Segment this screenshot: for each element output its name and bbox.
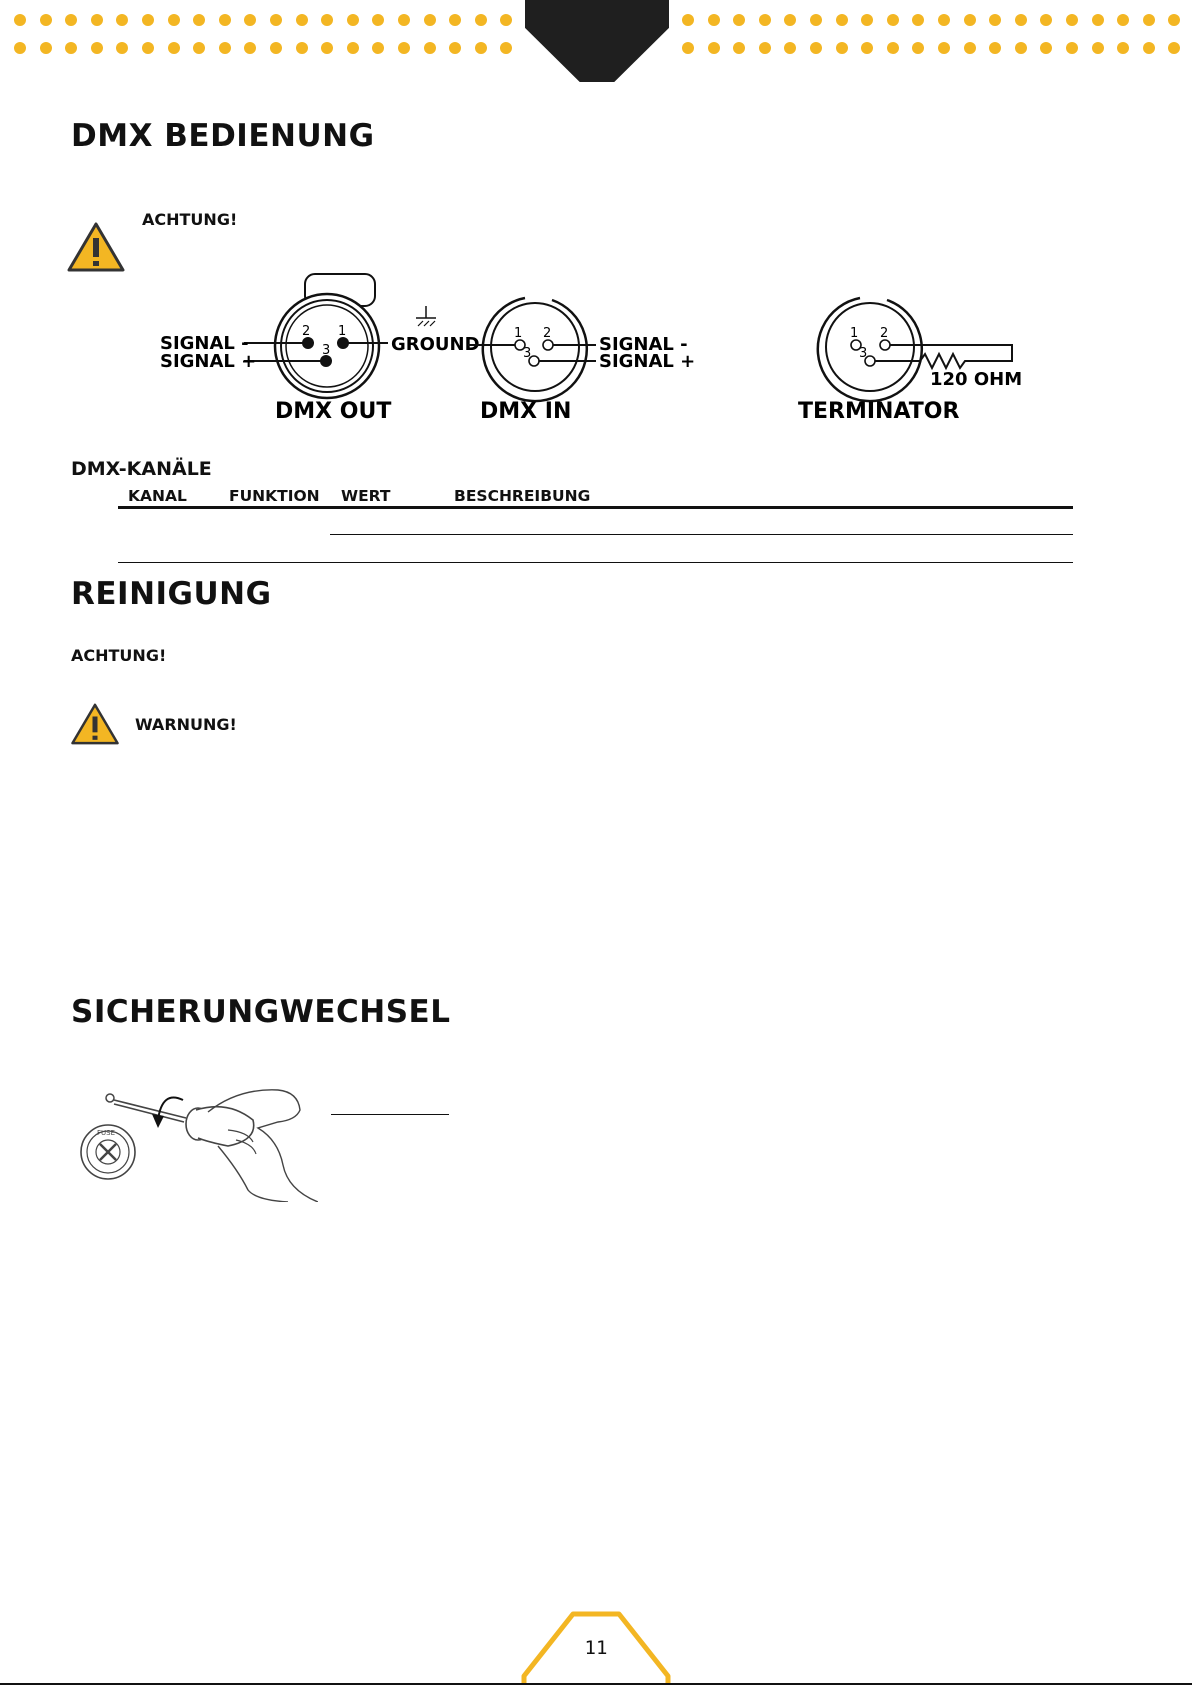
header-dot — [398, 42, 410, 54]
signal-minus-label-left: SIGNAL - — [160, 333, 249, 354]
warning-triangle-icon — [70, 702, 120, 746]
header-dot — [449, 14, 461, 26]
header-dot — [887, 42, 899, 54]
header-dot — [784, 42, 796, 54]
signal-plus-label-right: SIGNAL + — [599, 351, 696, 372]
header-dot — [14, 42, 26, 54]
header-dot — [424, 14, 436, 26]
header-dot — [475, 14, 487, 26]
header-dot — [1040, 42, 1052, 54]
dmx-out-pin3: 3 — [322, 343, 331, 358]
header-dot — [500, 14, 512, 26]
header-dot — [759, 42, 771, 54]
header-dot — [116, 42, 128, 54]
header-dot — [1143, 14, 1155, 26]
cleaning-attention-label: ACHTUNG! — [71, 646, 167, 665]
cleaning-warning-label: WARNUNG! — [135, 715, 237, 734]
header-dot — [682, 14, 694, 26]
col-header-kanal: KANAL — [128, 487, 187, 505]
ground-symbol-icon — [416, 306, 436, 326]
dmx-in-pin3: 3 — [523, 346, 532, 361]
screwdriver-hand-icon — [78, 1080, 318, 1202]
table-row-rule — [330, 534, 1073, 535]
header-dot — [784, 14, 796, 26]
dmx-in-pin2: 2 — [543, 326, 552, 341]
header-dot — [964, 42, 976, 54]
terminator-pin1: 1 — [850, 326, 859, 341]
header-dot — [500, 42, 512, 54]
header-dot — [810, 42, 822, 54]
header-dot — [989, 42, 1001, 54]
col-header-funktion: FUNKTION — [229, 487, 320, 505]
dmx-in-connector — [483, 298, 587, 401]
dmx-out-pin2: 2 — [302, 324, 311, 339]
header-dot — [142, 14, 154, 26]
table-bottom-rule — [118, 562, 1073, 563]
dmx-connector-diagram — [150, 270, 1030, 430]
header-tab — [525, 0, 669, 82]
header-dot — [912, 14, 924, 26]
header-dot — [938, 14, 950, 26]
header-dot — [989, 14, 1001, 26]
cleaning-section-title: REINIGUNG — [71, 576, 272, 612]
header-dot — [116, 14, 128, 26]
header-dot — [964, 14, 976, 26]
header-dot — [168, 14, 180, 26]
channels-title: DMX-KANÄLE — [71, 458, 212, 480]
header-dot — [398, 14, 410, 26]
header-dot — [424, 42, 436, 54]
header-dot — [1117, 14, 1129, 26]
ohm-label: 120 OHM — [930, 369, 1023, 390]
header-dot — [270, 42, 282, 54]
header-dot — [1168, 42, 1180, 54]
table-header-rule — [118, 506, 1073, 509]
header-dot — [91, 14, 103, 26]
header-dot — [14, 14, 26, 26]
header-dot — [168, 42, 180, 54]
dmx-in-label: DMX IN — [480, 399, 572, 424]
header-dot — [759, 14, 771, 26]
header-dot — [733, 14, 745, 26]
terminator-pin3: 3 — [859, 346, 868, 361]
dmx-out-connector — [275, 274, 379, 398]
header-dot — [1066, 42, 1078, 54]
header-dot — [836, 42, 848, 54]
dmx-section-title: DMX BEDIENUNG — [71, 118, 375, 154]
header-dot — [733, 42, 745, 54]
header-dot — [475, 42, 487, 54]
header-dot — [244, 42, 256, 54]
header-dot — [887, 14, 899, 26]
header-dot — [270, 14, 282, 26]
header-dot — [708, 42, 720, 54]
header-dot — [1143, 42, 1155, 54]
header-dots-right — [682, 14, 1182, 58]
header-dot — [1168, 14, 1180, 26]
page-number: 11 — [584, 1637, 608, 1659]
header-dot — [708, 14, 720, 26]
header-dot — [912, 42, 924, 54]
header-dot — [1092, 14, 1104, 26]
header-dots-left — [14, 14, 514, 58]
dmx-in-pin1: 1 — [514, 326, 523, 341]
header-dot — [1092, 42, 1104, 54]
fuse-underline-rule — [331, 1114, 449, 1115]
header-dot — [372, 42, 384, 54]
ground-label: GROUND — [391, 334, 480, 355]
col-header-beschreibung: BESCHREIBUNG — [454, 487, 591, 505]
dmx-out-label: DMX OUT — [275, 399, 392, 424]
header-dot — [347, 14, 359, 26]
header-dot — [321, 14, 333, 26]
signal-minus-label-right: SIGNAL - — [599, 334, 688, 355]
header-dot — [449, 42, 461, 54]
dmx-out-pin1: 1 — [338, 324, 347, 339]
fuse-cap-label: FUSE — [97, 1129, 116, 1137]
header-dot — [372, 14, 384, 26]
header-dot — [296, 42, 308, 54]
header-dot — [938, 42, 950, 54]
dmx-warning-label: ACHTUNG! — [142, 210, 238, 229]
terminator-pin2: 2 — [880, 326, 889, 341]
header-dot — [65, 14, 77, 26]
header-dot — [65, 42, 77, 54]
header-dot — [244, 14, 256, 26]
header-dot — [142, 42, 154, 54]
header-dot — [810, 14, 822, 26]
header-dot — [682, 42, 694, 54]
header-dot — [91, 42, 103, 54]
header-dot — [40, 14, 52, 26]
header-dot — [296, 14, 308, 26]
header-dot — [1066, 14, 1078, 26]
header-dot — [836, 14, 848, 26]
signal-plus-label-left: SIGNAL + — [160, 351, 257, 372]
header-dot — [219, 42, 231, 54]
header-dot — [1015, 14, 1027, 26]
terminator-label: TERMINATOR — [798, 399, 960, 424]
header-dot — [193, 14, 205, 26]
header-dot — [1117, 42, 1129, 54]
header-dot — [347, 42, 359, 54]
header-dot — [219, 14, 231, 26]
col-header-wert: WERT — [341, 487, 391, 505]
header-dot — [861, 42, 873, 54]
terminator-connector — [818, 298, 922, 401]
header-dot — [193, 42, 205, 54]
header-dot — [1040, 14, 1052, 26]
header-dot — [1015, 42, 1027, 54]
header-dot — [40, 42, 52, 54]
warning-triangle-icon — [66, 221, 126, 273]
fuse-section-title: SICHERUNGWECHSEL — [71, 994, 451, 1030]
header-dot — [861, 14, 873, 26]
header-dot — [321, 42, 333, 54]
